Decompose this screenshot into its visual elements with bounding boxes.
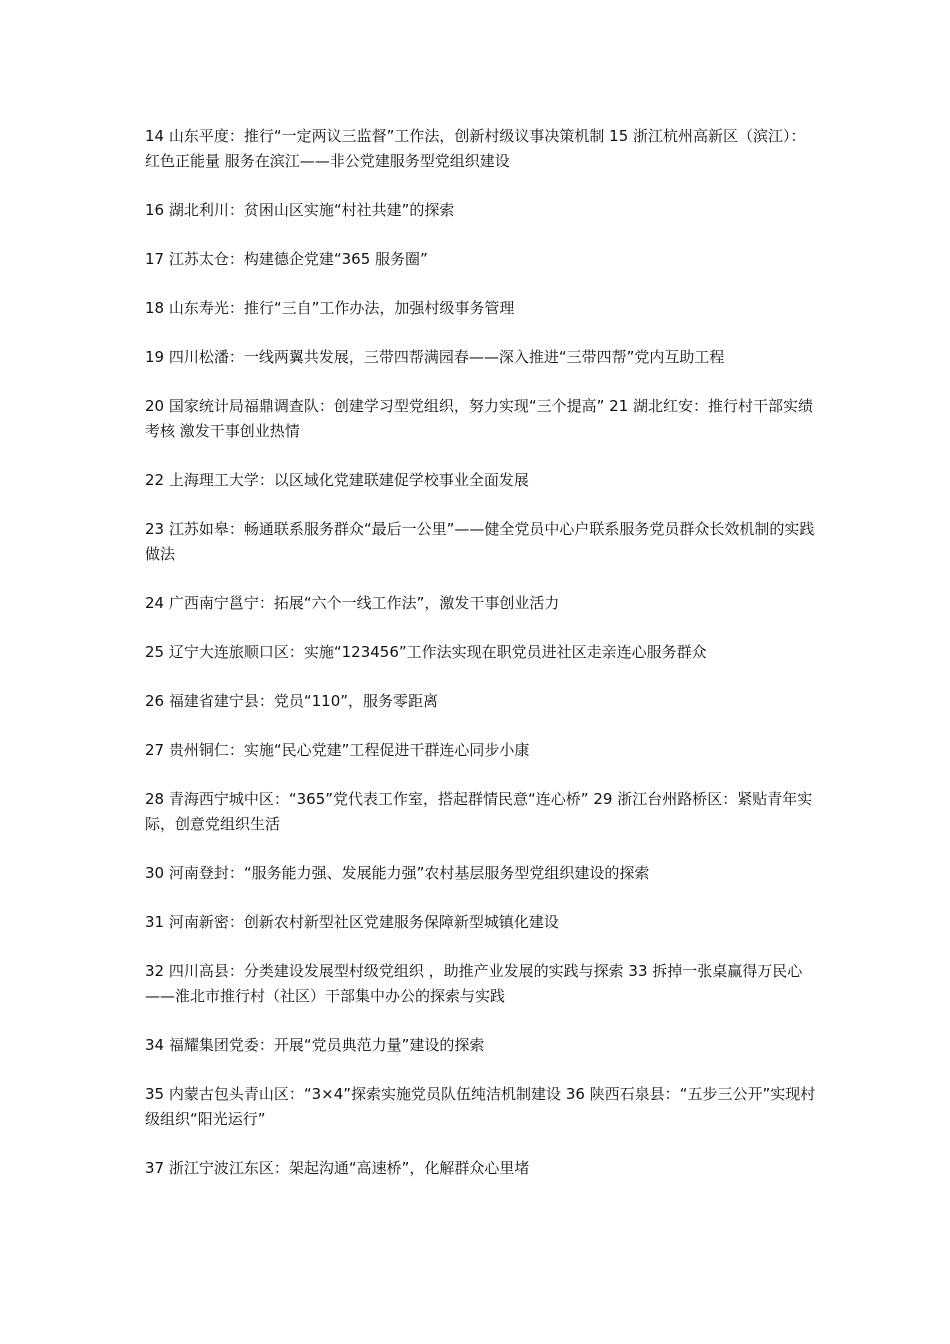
list-item: 27 贵州铜仁：实施“民心党建”工程促进干群连心同步小康 (145, 741, 530, 759)
list-item: 31 河南新密：创新农村新型社区党建服务保障新型城镇化建设 (145, 913, 559, 931)
list-item: 16 湖北利川：贫困山区实施“村社共建”的探索 (145, 201, 455, 219)
list-item: 20 国家统计局福鼎调查队：创建学习型党组织，努力实现“三个提高” 21 湖北红安：推行村干部实绩考核 激发干事创业热情 (145, 397, 814, 440)
list-item: 26 福建省建宁县：党员“110”，服务零距离 (145, 692, 439, 710)
list-item: 32 四川高县：分类建设发展型村级党组织 ，助推产业发展的实践与探索 33 拆掉一张桌赢得万民心——淮北市推行村（社区）干部集中办公的探索与实践 (145, 962, 803, 1005)
list-item: 30 河南登封：“服务能力强、发展能力强”农村基层服务型党组织建设的探索 (145, 864, 650, 882)
list-item: 24 广西南宁邕宁：拓展“六个一线工作法”，激发干事创业活力 (145, 594, 560, 612)
list-item: 22 上海理工大学：以区域化党建联建促学校事业全面发展 (145, 471, 529, 489)
list-item: 35 内蒙古包头青山区：“3×4”探索实施党员队伍纯洁机制建设 36 陕西石泉县：“五步三公开”实现村级组织“阳光运行” (145, 1085, 816, 1128)
list-item: 14 山东平度：推行“一定两议三监督”工作法，创新村级议事决策机制 15 浙江杭州高新区（滨江）：红色正能量 服务在滨江——非公党建服务型党组织建设 (145, 127, 806, 170)
list-item: 25 辽宁大连旅顺口区：实施“123456”工作法实现在职党员进社区走亲连心服务群众 (145, 643, 707, 661)
list-item: 23 江苏如皋：畅通联系服务群众“最后一公里”——健全党员中心户联系服务党员群众长效机制的实践做法 (145, 520, 815, 563)
list-item: 19 四川松潘：一线两翼共发展，三带四帮满园春——深入推进“三带四帮”党内互助工程 (145, 348, 725, 366)
list-item: 28 青海西宁城中区：“365”党代表工作室，搭起群情民意“连心桥” 29 浙江台州路桥区：紧贴青年实际，创意党组织生活 (145, 790, 813, 833)
list-item: 34 福耀集团党委：开展“党员典范力量”建设的探索 (145, 1036, 485, 1054)
list-item: 17 江苏太仓：构建德企党建“365 服务圈” (145, 250, 428, 268)
list-item: 37 浙江宁波江东区：架起沟通“高速桥”，化解群众心里堵 (145, 1159, 530, 1177)
list-item: 18 山东寿光：推行“三自”工作办法，加强村级事务管理 (145, 299, 515, 317)
document-body (145, 124, 820, 1205)
